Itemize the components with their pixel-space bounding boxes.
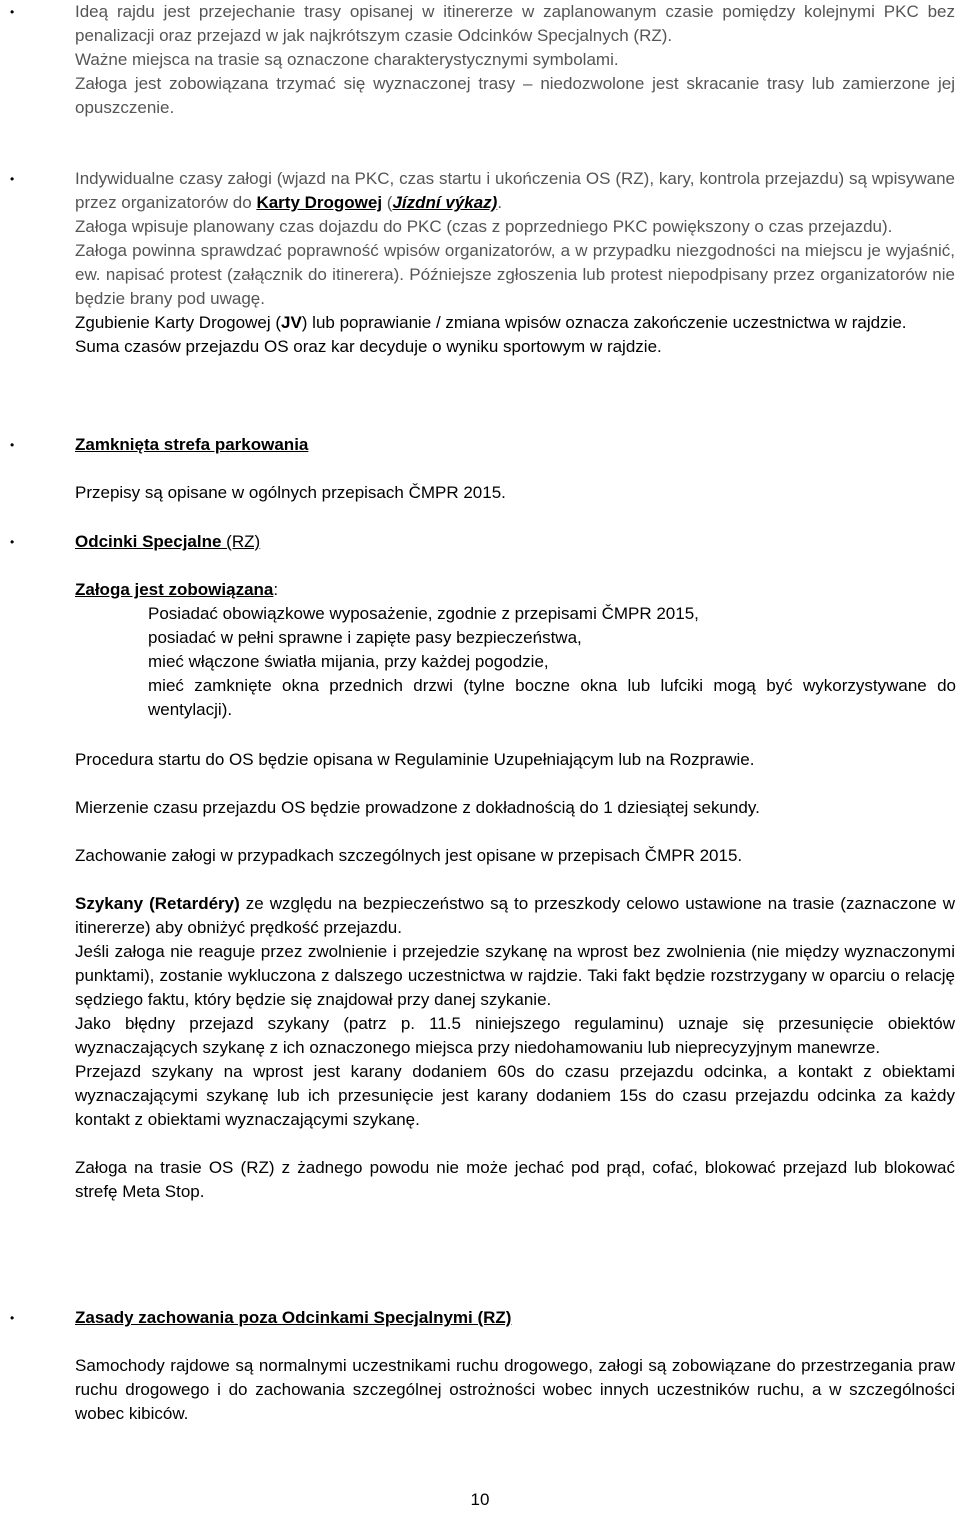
wrong-way-paragraph: Załoga na trasie OS (RZ) z żadnego powodu nie może jechać pod prąd, cofać, blokować przejazd lub blokować strefę Meta Stop. [75, 1158, 955, 1201]
outside-stages-heading: Zasady zachowania poza Odcinkami Specjalnymi (RZ) [75, 1308, 512, 1327]
chicane-paragraph-3: Jako błędny przejazd szykany (patrz p. 11.5 niniejszego regulaminu) uznaje się przesunięcie obiektów wyznaczających szykanę z ich oznaczonego miejsca przy niedohamowaniu lub nieprecyzyjnym manewrze. [75, 1014, 955, 1057]
chicane-paragraph-2: Jeśli załoga nie reaguje przez zwolnienie i przejedzie szykanę na wprost bez zwolnienia (nie między wyznaczonymi punktami), zostanie wykluczona z dalszego uczestnictwa w rajdzie. Taki fakt będzie rozstrzygany w oparciu o relację sędziego faktu, który będzie się znajdował przy danej szykanie. [75, 942, 955, 1009]
section-times [75, 167, 955, 359]
times-text: Indywidualne czasy załogi (wjazd na PKC, czas startu i ukończenia OS (RZ), kary, kontrola przejazdu) są wpisywane przez organizatorów do [75, 169, 955, 212]
lost-card-text: Zgubienie Karty Drogowej ( [75, 313, 281, 332]
obligation-line [75, 578, 955, 602]
times-paragraph-5: Suma czasów przejazdu OS oraz kar decyduje o wyniku sportowym w rajdzie. [75, 337, 662, 356]
obligation-item-4: mieć zamknięte okna przednich drzwi (tylne boczne okna lub lufciki mogą być wykorzystywane do wentylacji). [148, 676, 956, 719]
bullet-5: • [10, 1311, 15, 1325]
chicane-label: Szykany (Retardéry) [75, 894, 240, 913]
parking-heading: Zamknięta strefa parkowania [75, 435, 309, 454]
special-stages-heading-text: Odcinki Specjalne [75, 532, 222, 551]
outside-stages-paragraph: Samochody rajdowe są normalnymi uczestnikami ruchu drogowego, załogi są zobowiązane do przestrzegania praw ruchu drogowego i do zachowania szczególnej ostrożności wobec innych uczestników ruchu, a w szczególności wobec kibiców. [75, 1356, 955, 1423]
timing-paragraph: Mierzenie czasu przejazdu OS będzie prowadzone z dokładnością do 1 dziesiątej sekundy. [75, 798, 760, 817]
obligation-label: Załoga jest zobowiązana [75, 580, 274, 599]
times-paragraph-3: Załoga powinna sprawdzać poprawność wpisów organizatorów, a w przypadku niezgodności na miejscu je wyjaśnić, ew. napisać protest (załącznik do itinerera). Późniejsze zgłoszenia lub protest niepodpisany przez organizatorów nie będzie brany pod uwagę. [75, 241, 955, 308]
times-paragraph-2: Załoga wpisuje planowany czas dojazdu do PKC (czas z poprzedniego PKC powiększony o czas przejazdu). [75, 217, 893, 236]
jv-term: JV [280, 313, 302, 332]
special-stages-body [75, 748, 955, 1204]
special-stages-heading [75, 530, 955, 554]
intro-paragraph-3: Załoga jest zobowiązana trzymać się wyznaczonej trasy – niedozwolone jest skracanie trasy lub zamierzone jej opuszczenie. [75, 74, 955, 117]
section-special-stages [75, 530, 955, 602]
lost-card-text-2: ) lub poprawianie / zmiana wpisów oznacza zakończenie uczestnictwa w rajdzie. [301, 313, 907, 332]
special-stages-heading-suffix: (RZ) [221, 532, 261, 551]
intro-paragraph-2: Ważne miejsca na trasie są oznaczone charakterystycznymi symbolami. [75, 50, 619, 69]
times-paragraph-4 [75, 311, 955, 335]
bullet-2: • [10, 172, 15, 186]
bullet-1: • [10, 5, 15, 19]
obligation-colon: : [273, 580, 279, 599]
start-procedure-paragraph: Procedura startu do OS będzie opisana w Regulaminie Uzupełniającym lub na Rozprawie. [75, 750, 755, 769]
jizdni-vykaz-term: Jízdní výkaz) [392, 193, 498, 212]
chicane-paragraph-1 [75, 892, 955, 940]
bullet-4: • [10, 535, 15, 549]
obligation-item-2: posiadać w pełni sprawne i zapięte pasy bezpieczeństwa, [148, 628, 582, 647]
chicane-text: ze względu na bezpieczeństwo są to przeszkody celowo ustawione na trasie (zaznaczone w itinererze) aby obniżyć prędkość przejazdu. [75, 894, 955, 937]
section-intro [75, 0, 955, 120]
bullet-3: • [10, 438, 15, 452]
obligation-list [148, 602, 956, 722]
intro-paragraph-1: Ideą rajdu jest przejechanie trasy opisanej w itinererze w zaplanowanym czasie pomiędzy kolejnymi PKC bez penalizacji oraz przejazd w jak najkrótszym czasie Odcinków Specjalnych (RZ). [75, 2, 955, 45]
page-number: 10 [470, 1490, 490, 1509]
period: . [497, 193, 503, 212]
behaviour-paragraph: Zachowanie załogi w przypadkach szczególnych jest opisane w przepisach ČMPR 2015. [75, 846, 743, 865]
paren-open: ( [382, 193, 393, 212]
road-card-term: Karty Drogowej [256, 193, 383, 212]
obligation-item-3: mieć włączone światła mijania, przy każdej pogodzie, [148, 652, 549, 671]
section-outside-stages [75, 1306, 955, 1426]
times-paragraph-1 [75, 167, 955, 215]
chicane-paragraph-4: Przejazd szykany na wprost jest karany dodaniem 60s do czasu przejazdu odcinka, a kontakt z obiektami wyznaczającymi szykanę lub ich przesunięcie jest karany dodaniem 15s do czasu przejazdu odcinka za każdy kontakt z obiektami wyznaczającymi szykanę. [75, 1062, 955, 1129]
parking-paragraph: Przepisy są opisane w ogólnych przepisach ČMPR 2015. [75, 483, 506, 502]
section-parking [75, 433, 955, 505]
obligation-item-1: Posiadać obowiązkowe wyposażenie, zgodnie z przepisami ČMPR 2015, [148, 604, 699, 623]
